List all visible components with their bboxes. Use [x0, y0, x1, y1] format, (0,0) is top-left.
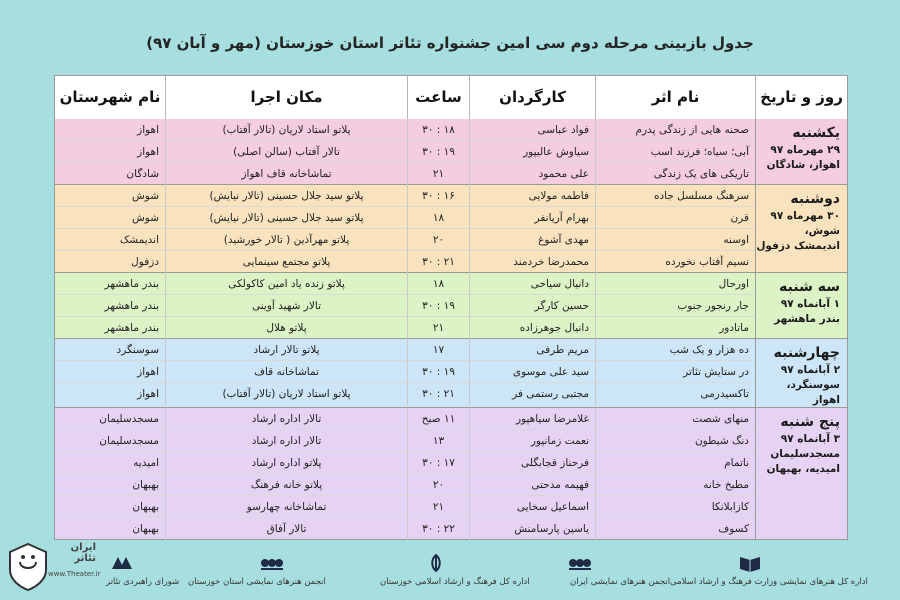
table-row	[55, 339, 755, 361]
day-name: پنج شنبه	[780, 414, 840, 430]
day-name: یکشنبه	[792, 125, 840, 141]
cell-time: ۱۸ : ۳۰	[407, 119, 469, 141]
cell-director: مهدی آشوغ	[469, 229, 595, 251]
cell-work: اورحال	[595, 273, 755, 295]
cell-venue: پلاتو استاد لاریان (تالار آفتاب)	[165, 119, 407, 141]
cell-work: سرهنگ مسلسل جاده	[595, 185, 755, 207]
book-logo-icon	[736, 553, 764, 573]
cell-work: نسیم آفتاب نخورده	[595, 251, 755, 273]
header-day: روز و تاریخ	[755, 76, 847, 119]
cell-time: ۲۱	[407, 317, 469, 339]
table-row	[55, 251, 755, 273]
council-logo-icon	[108, 553, 136, 573]
header-director: کارگردان	[469, 76, 595, 119]
table-row	[55, 141, 755, 163]
cell-venue: پلاتو سید جلال حسینی (تالار نیایش)	[165, 207, 407, 229]
footer	[60, 553, 868, 593]
footer-org-5: شورای راهبردی تئاتر	[106, 577, 180, 587]
emblem-logo-icon	[422, 553, 450, 573]
table-row	[55, 383, 755, 405]
schedule-table	[54, 75, 848, 540]
cell-venue: پلاتو مهرآذین ( تالار خورشید)	[165, 229, 407, 251]
masks-logo-icon-2	[258, 553, 286, 573]
cell-time: ۲۱ : ۳۰	[407, 251, 469, 273]
day-name: چهارشنبه	[773, 345, 840, 361]
cell-city: اهواز	[137, 124, 159, 136]
cell-venue: تالار اداره ارشاد	[165, 408, 407, 430]
cell-venue: تالار آفاق	[165, 518, 407, 540]
day-cell	[755, 185, 847, 272]
header-time: ساعت	[407, 76, 469, 119]
cell-work: ده هزار و یک شب	[595, 339, 755, 361]
table-row	[55, 361, 755, 383]
day-cities: سوسنگرد، اهواز	[786, 379, 840, 406]
cell-venue: پلاتو استاد لاریان (تالار آفتاب)	[165, 383, 407, 405]
day-cell	[755, 408, 847, 539]
cell-city: مسجدسلیمان	[99, 413, 159, 425]
cell-city: بندر ماهشهر	[104, 322, 159, 334]
table-row	[55, 207, 755, 229]
cell-venue: پلاتو هلال	[165, 317, 407, 339]
table-row	[55, 474, 755, 496]
cell-director: علی محمود	[469, 163, 595, 185]
day-date: ۳ آبانماه ۹۷	[780, 433, 840, 445]
day-cities: مسجدسلیمان امیدیه، بهبهان	[766, 448, 840, 475]
footer-org-1: اداره کل هنرهای نمایشی وزارت فرهنگ و ارشاد اسلامی	[670, 577, 868, 587]
cell-time: ۱۸	[407, 207, 469, 229]
cell-venue: تماشاخانه چهارسو	[165, 496, 407, 518]
day-name: سه شنبه	[779, 279, 840, 295]
day-cell	[755, 273, 847, 338]
cell-city: اهواز	[137, 388, 159, 400]
header-work: نام اثر	[595, 76, 755, 119]
cell-city: اهواز	[137, 366, 159, 378]
cell-city: شوش	[131, 190, 159, 202]
cell-city: اندیمشک	[119, 234, 159, 246]
cell-work: ناتمام	[595, 452, 755, 474]
cell-venue: پلاتو اداره ارشاد	[165, 452, 407, 474]
cell-director: حسین کارگر	[469, 295, 595, 317]
day-group	[55, 273, 847, 339]
cell-time: ۲۲ : ۳۰	[407, 518, 469, 540]
table-row	[55, 408, 755, 430]
masks-logo-icon	[566, 553, 594, 573]
cell-director: یاسین پارسامنش	[469, 518, 595, 540]
day-cell	[755, 119, 847, 184]
cell-director: سیاوش عالیپور	[469, 141, 595, 163]
cell-work: آبی؛ سیاه؛ فرزند اسب	[595, 141, 755, 163]
brand-logo	[6, 540, 101, 596]
cell-time: ۱۹ : ۳۰	[407, 141, 469, 163]
cell-work: دنگ شیطون	[595, 430, 755, 452]
cell-time: ۱۱ صبح	[407, 408, 469, 430]
cell-director: بهرام آریانفر	[469, 207, 595, 229]
cell-work: اوسنه	[595, 229, 755, 251]
day-group	[55, 408, 847, 540]
cell-work: تاریکی های یک زندگی	[595, 163, 755, 185]
day-date: ۲۹ مهرماه ۹۷	[770, 144, 840, 156]
brand-url: www.Theater.ir	[48, 570, 101, 578]
cell-director: محمدرضا خردمند	[469, 251, 595, 273]
cell-time: ۱۷	[407, 339, 469, 361]
day-group	[55, 119, 847, 185]
table-row	[55, 496, 755, 518]
cell-director: فهیمه مدحتی	[469, 474, 595, 496]
cell-city: دزفول	[131, 256, 159, 268]
table-row	[55, 185, 755, 207]
cell-venue: تماشاخانه قاف	[165, 361, 407, 383]
cell-work: قرن	[595, 207, 755, 229]
footer-org-2: انجمن هنرهای نمایشی ایران	[570, 577, 671, 587]
cell-city: بندر ماهشهر	[104, 300, 159, 312]
cell-work: صحنه هایی از زندگی پدرم	[595, 119, 755, 141]
cell-work: مطبخ خانه	[595, 474, 755, 496]
cell-city: بهبهان	[132, 501, 159, 513]
day-date: ۲ آبانماه ۹۷	[780, 364, 840, 376]
cell-venue: تالار اداره ارشاد	[165, 430, 407, 452]
table-row	[55, 317, 755, 339]
cell-venue: پلاتو مجتمع سینمایی	[165, 251, 407, 273]
cell-director: مجتبی رستمی فر	[469, 383, 595, 405]
table-row	[55, 518, 755, 540]
cell-city: اهواز	[137, 146, 159, 158]
cell-director: فاطمه مولایی	[469, 185, 595, 207]
cell-venue: تماشاخانه قاف اهواز	[165, 163, 407, 185]
cell-director: فرحناز قجابگلی	[469, 452, 595, 474]
cell-time: ۱۸	[407, 273, 469, 295]
day-cities: اهواز، شادگان	[766, 159, 840, 171]
day-name: دوشنبه	[790, 191, 840, 207]
day-date: ۱ آبانماه ۹۷	[780, 298, 840, 310]
cell-venue: پلاتو زنده یاد امین کاکولکی	[165, 273, 407, 295]
cell-city: امیدیه	[133, 457, 159, 469]
table-header	[55, 76, 847, 120]
cell-venue: پلاتو تالار ارشاد	[165, 339, 407, 361]
cell-director: دانیال سیاحی	[469, 273, 595, 295]
cell-city: سوسنگرد	[116, 344, 159, 356]
cell-time: ۱۶ : ۳۰	[407, 185, 469, 207]
table-row	[55, 119, 755, 141]
cell-work: در ستایش تئاتر	[595, 361, 755, 383]
footer-org-4: انجمن هنرهای نمایشی استان خوزستان	[188, 577, 326, 587]
cell-city: بندر ماهشهر	[104, 278, 159, 290]
cell-venue: پلاتو سید جلال حسینی (تالار نیایش)	[165, 185, 407, 207]
cell-city: بهبهان	[132, 523, 159, 535]
cell-director: دانیال جوهرزاده	[469, 317, 595, 339]
theater-logo-icon	[6, 540, 50, 592]
cell-director: مریم طرفی	[469, 339, 595, 361]
cell-time: ۲۱ : ۳۰	[407, 383, 469, 405]
cell-time: ۲۱	[407, 163, 469, 185]
cell-venue: تالار شهید آوینی	[165, 295, 407, 317]
day-group	[55, 339, 847, 408]
cell-director: غلامرضا سیاهپور	[469, 408, 595, 430]
cell-director: اسماعیل سخایی	[469, 496, 595, 518]
cell-work: منهای شصت	[595, 408, 755, 430]
cell-director: سید علی موسوی	[469, 361, 595, 383]
cell-time: ۲۱	[407, 496, 469, 518]
brand-name: ایران تئاتر	[70, 542, 96, 564]
cell-work: کازابلانکا	[595, 496, 755, 518]
cell-time: ۲۰	[407, 474, 469, 496]
table-row	[55, 273, 755, 295]
header-venue: مکان اجرا	[165, 76, 407, 119]
cell-city: شوش	[131, 212, 159, 224]
day-cities: بندر ماهشهر	[774, 313, 840, 325]
cell-work: جار رنجور جنوب	[595, 295, 755, 317]
table-row	[55, 163, 755, 185]
table-row	[55, 430, 755, 452]
day-date: ۳۰ مهرماه ۹۷	[770, 210, 840, 222]
page-title: جدول بازبینی مرحله دوم سی امین جشنواره تئاتر استان خوزستان (مهر و آبان ۹۷)	[146, 34, 754, 52]
cell-city: شادگان	[126, 168, 159, 180]
header-city: نام شهرستان	[59, 88, 161, 106]
day-cell	[755, 339, 847, 407]
day-cities: شوش، اندیمشک دزفول	[756, 225, 840, 252]
cell-director: فواد عباسی	[469, 119, 595, 141]
table-row	[55, 452, 755, 474]
table-row	[55, 229, 755, 251]
cell-time: ۱۷ : ۳۰	[407, 452, 469, 474]
cell-director: نعمت زمانپور	[469, 430, 595, 452]
cell-city: مسجدسلیمان	[99, 435, 159, 447]
cell-work: ماتادور	[595, 317, 755, 339]
cell-time: ۲۰	[407, 229, 469, 251]
cell-city: بهبهان	[132, 479, 159, 491]
footer-org-3: اداره کل فرهنگ و ارشاد اسلامی خوزستان	[380, 577, 530, 587]
cell-time: ۱۹ : ۳۰	[407, 361, 469, 383]
table-row	[55, 295, 755, 317]
cell-work: کسوف	[595, 518, 755, 540]
cell-venue: پلاتو خانه فرهنگ	[165, 474, 407, 496]
cell-time: ۱۳	[407, 430, 469, 452]
cell-work: تاکسیدرمی	[595, 383, 755, 405]
cell-venue: تالار آفتاب (سالن اصلی)	[165, 141, 407, 163]
day-group	[55, 185, 847, 273]
cell-time: ۱۹ : ۳۰	[407, 295, 469, 317]
